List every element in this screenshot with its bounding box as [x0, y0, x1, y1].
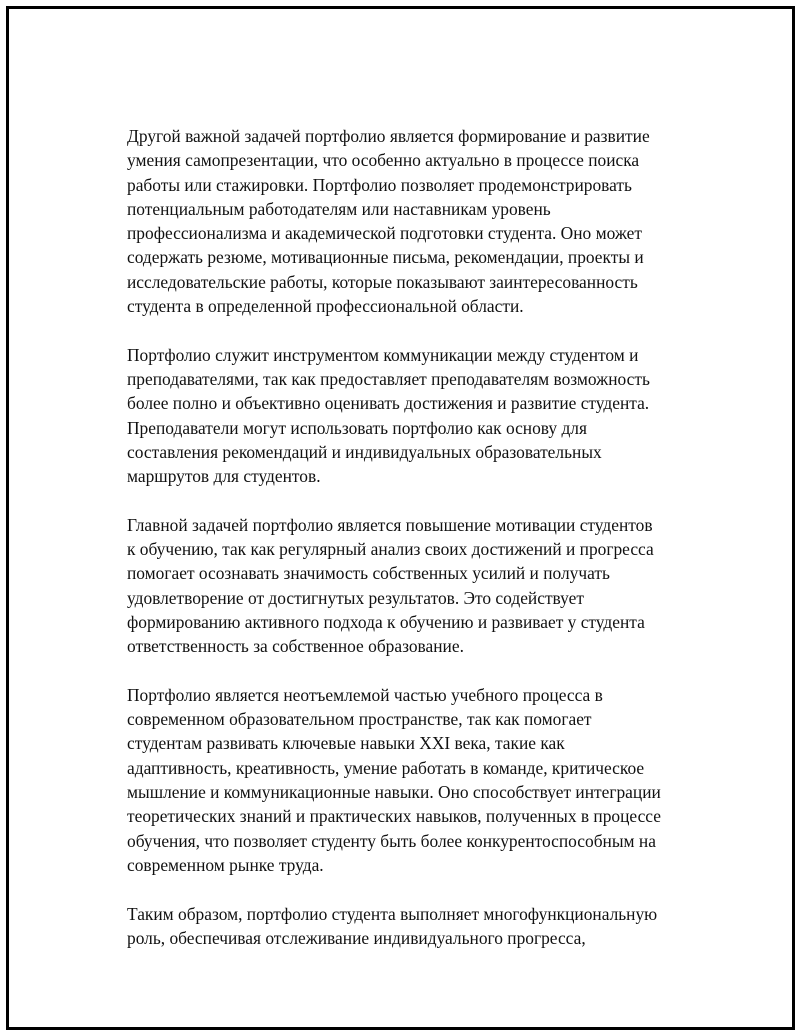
text-line: профессионализма и академической подготовки студента. Оно может — [127, 223, 642, 244]
text-line: работы или стажировки. Портфолио позволяет продемонстрировать — [127, 174, 632, 195]
text-line: потенциальным работодателям или наставникам уровень — [127, 198, 551, 219]
text-line: адаптивность, креативность, умение работать в команде, критическое — [127, 757, 645, 778]
paragraph-3 — [127, 513, 707, 659]
text-line: современном рынке труда. — [127, 854, 324, 875]
text-line: содержать резюме, мотивационные письма, рекомендации, проекты и — [127, 247, 644, 268]
text-line: умения самопрезентации, что особенно актуально в процессе поиска — [127, 150, 640, 171]
text-line: помогает осознавать значимость собственных усилий и получать — [127, 563, 610, 584]
text-line: Другой важной задачей портфолио является формирование и развитие — [127, 126, 650, 146]
text-line: преподавателями, так как предоставляет преподавателям возможность — [127, 368, 650, 389]
page-frame — [6, 6, 795, 1030]
text-line: составления рекомендаций и индивидуальных образовательных — [127, 441, 602, 462]
text-line: теоретических знаний и практических навыков, полученных в процессе — [127, 806, 661, 827]
text-line: маршрутов для студентов. — [127, 466, 321, 487]
paragraph-2 — [127, 343, 707, 489]
text-line: к обучению, так как регулярный анализ своих достижений и прогресса — [127, 539, 654, 560]
text-line: Преподаватели могут использовать портфолио как основу для — [127, 417, 587, 438]
text-line: Портфолио является неотъемлемой частью учебного процесса в — [127, 684, 603, 705]
text-line: Таким образом, портфолио студента выполняет многофункциональную — [127, 903, 658, 924]
paragraph-1 — [127, 124, 707, 318]
text-line: ответственность за собственное образование. — [127, 636, 464, 657]
text-line: исследовательские работы, которые показывают заинтересованность — [127, 271, 638, 292]
text-line: формированию активного подхода к обучению и развивает у студента — [127, 611, 645, 632]
text-line: студентам развивать ключевые навыки XXI века, такие как — [127, 733, 565, 754]
text-line: обучения, что позволяет студенту быть более конкурентоспособным на — [127, 830, 656, 851]
text-line: современном образовательном пространстве, так как помогает — [127, 709, 592, 730]
text-line: Портфолио служит инструментом коммуникации между студентом и — [127, 344, 639, 365]
text-line: более полно и объективно оценивать достижения и развитие студента. — [127, 393, 650, 414]
paragraph-5 — [127, 902, 707, 951]
text-line: Главной задачей портфолио является повышение мотивации студентов — [127, 514, 653, 535]
text-line: мышление и коммуникационные навыки. Оно способствует интеграции — [127, 782, 661, 803]
text-line: студента в определенной профессиональной области. — [127, 296, 524, 317]
document-body — [127, 124, 707, 974]
paragraph-4 — [127, 683, 707, 877]
text-line: роль, обеспечивая отслеживание индивидуального прогресса, — [127, 927, 586, 948]
text-line: удовлетворение от достигнутых результатов. Это содействует — [127, 587, 584, 608]
